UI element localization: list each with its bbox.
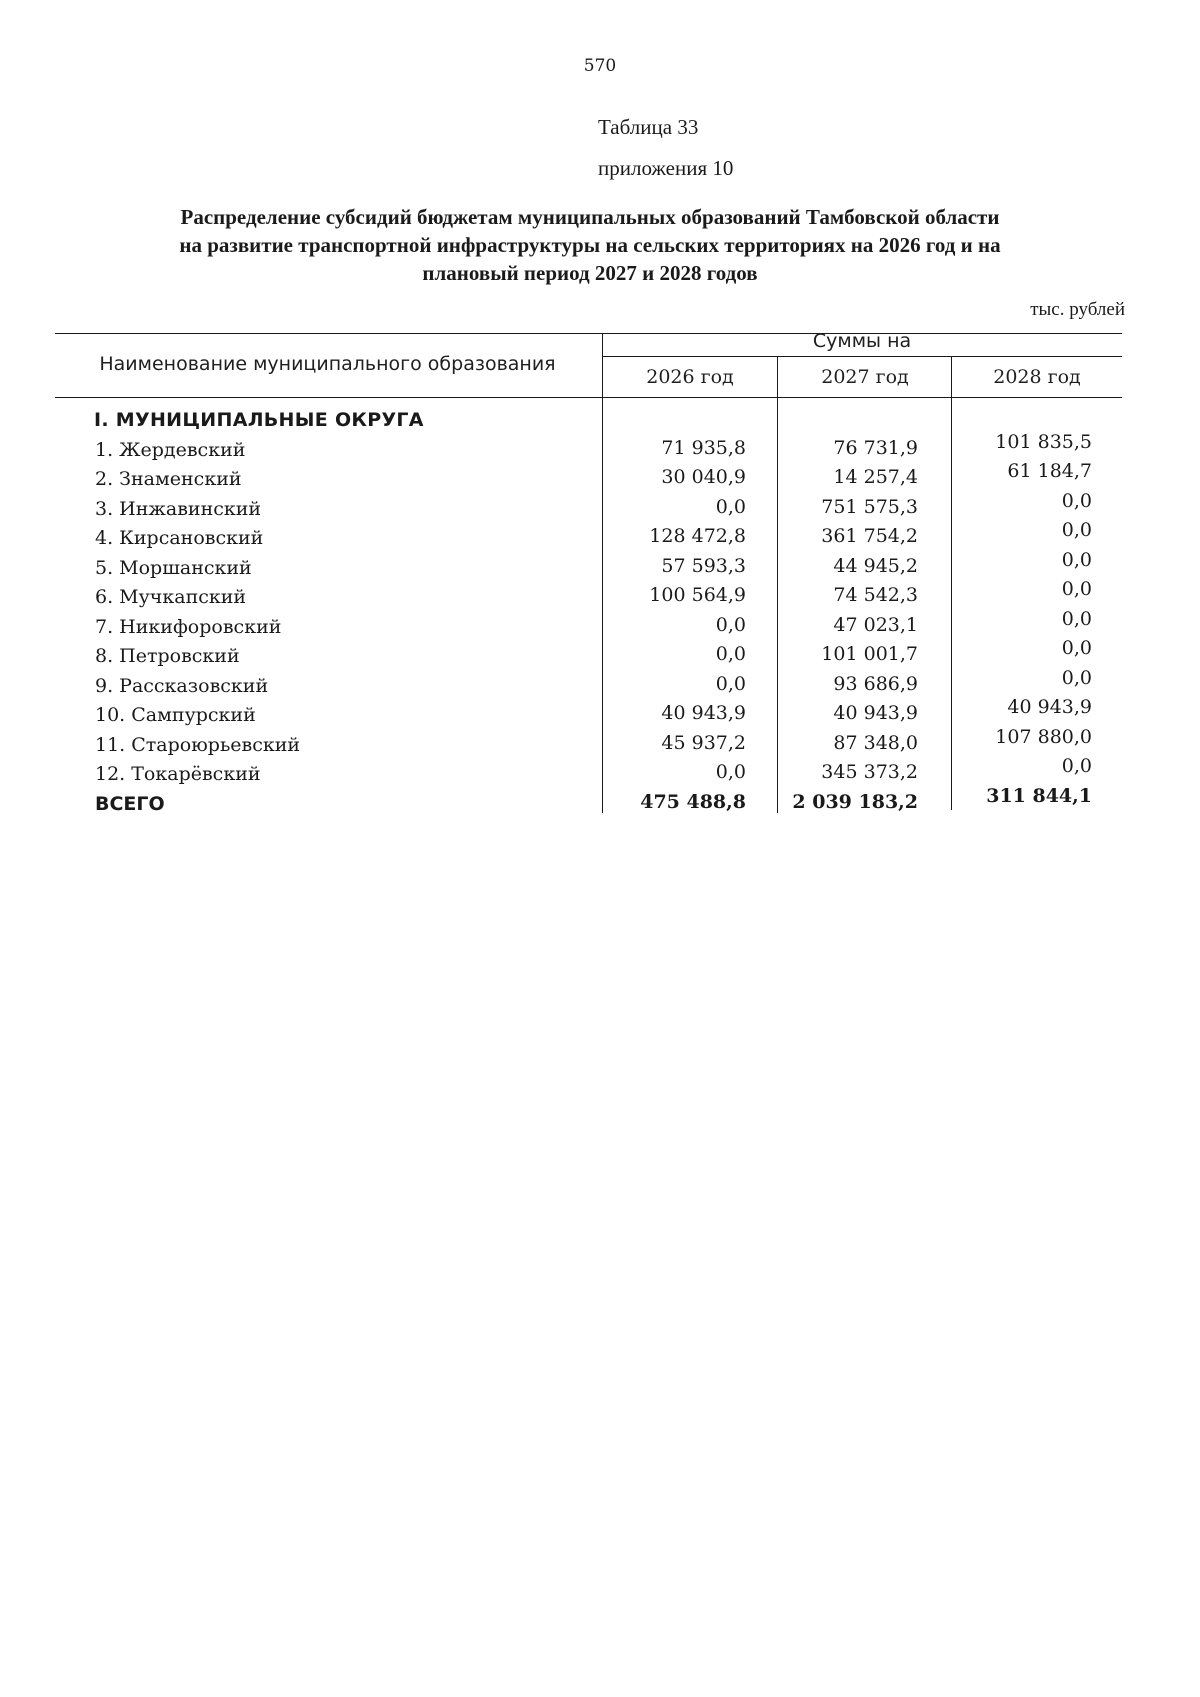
value-2026: 100 564,9: [649, 584, 746, 606]
row-name: 7. Никифоровский: [95, 615, 282, 638]
table-ref-appendix: приложения 10: [598, 156, 734, 180]
value-2028: 0,0: [1061, 755, 1092, 777]
value-2028: 40 943,9: [1007, 696, 1092, 718]
row-name: 2. Знаменский: [95, 468, 242, 490]
value-2026: 71 935,8: [661, 436, 746, 459]
table-ref-number: Таблица 33: [598, 115, 699, 139]
value-2028: 0,0: [1061, 607, 1092, 630]
total-2028: 311 844,1: [986, 784, 1092, 807]
title-line-2: на развитие транспортной инфраструктуры на сельских территориях на 2026 год и на: [179, 233, 1001, 257]
value-2026: 0,0: [715, 643, 746, 665]
value-2027: 44 945,2: [833, 554, 918, 577]
title-line-3: плановый период 2027 и 2028 годов: [422, 261, 758, 285]
value-2027: 361 754,2: [821, 525, 918, 547]
row-name: 12. Токарёвский: [95, 763, 261, 785]
value-2026: 40 943,9: [661, 702, 746, 724]
page-number: 570: [583, 56, 617, 76]
row-name: 11. Староюрьевский: [95, 733, 301, 756]
header-year-2028: 2028 год: [993, 366, 1081, 388]
value-2028: 107 880,0: [995, 725, 1092, 748]
value-2027: 76 731,9: [833, 436, 918, 459]
value-2027: 47 023,1: [833, 613, 918, 636]
value-2026: 57 593,3: [661, 554, 746, 577]
document-title: [100, 203, 1080, 287]
value-2026: 0,0: [715, 672, 746, 695]
value-2027: 751 575,3: [821, 495, 918, 518]
table-body: [0, 406, 1200, 819]
header-name-column: Наименование муниципального образования: [99, 353, 556, 375]
row-name: 9. Рассказовский: [95, 674, 269, 697]
row-name: 8. Петровский: [95, 645, 240, 667]
value-2027: 101 001,7: [821, 643, 918, 665]
value-2028: 0,0: [1061, 637, 1092, 659]
value-2028: 0,0: [1061, 519, 1092, 541]
value-2027: 74 542,3: [833, 584, 918, 606]
value-2027: 40 943,9: [833, 702, 918, 724]
row-name: 1. Жердевский: [95, 438, 246, 461]
sums-header-divider: [603, 356, 1122, 357]
total-row: [0, 784, 1200, 820]
value-2026: 0,0: [715, 613, 746, 636]
value-2026: 128 472,8: [649, 525, 746, 547]
header-sums: Суммы на: [812, 330, 912, 352]
header-year-2027: 2027 год: [821, 366, 909, 388]
value-2028: 101 835,5: [995, 430, 1092, 453]
value-2028: 0,0: [1061, 489, 1092, 512]
total-2027: 2 039 183,2: [792, 790, 918, 813]
header-year-2026: 2026 год: [646, 366, 734, 388]
section-title: I. МУНИЦИПАЛЬНЫЕ ОКРУГА: [94, 409, 424, 431]
value-2028: 0,0: [1061, 578, 1092, 600]
row-name: 3. Инжавинский: [95, 497, 262, 520]
row-name: 4. Кирсановский: [95, 527, 264, 549]
value-2026: 0,0: [715, 761, 746, 783]
value-2027: 87 348,0: [833, 731, 918, 754]
title-line-1: Распределение субсидий бюджетам муниципальных образований Тамбовской области: [180, 205, 1000, 229]
value-2027: 93 686,9: [833, 672, 918, 695]
row-name: 6. Мучкапский: [95, 586, 247, 608]
row-name: 10. Сампурский: [95, 704, 256, 726]
total-label: ВСЕГО: [95, 792, 165, 815]
value-2027: 14 257,4: [833, 466, 918, 488]
value-2026: 30 040,9: [661, 466, 746, 488]
value-2028: 0,0: [1061, 548, 1092, 571]
value-2028: 0,0: [1061, 666, 1092, 689]
value-2026: 45 937,2: [661, 731, 746, 754]
header-bottom-border: [55, 397, 1122, 398]
value-2028: 61 184,7: [1007, 460, 1092, 482]
value-2027: 345 373,2: [821, 761, 918, 783]
value-2026: 0,0: [715, 495, 746, 518]
row-name: 5. Моршанский: [95, 556, 252, 579]
unit-label: тыс. рублей: [1030, 299, 1125, 320]
total-2026: 475 488,8: [640, 790, 746, 813]
